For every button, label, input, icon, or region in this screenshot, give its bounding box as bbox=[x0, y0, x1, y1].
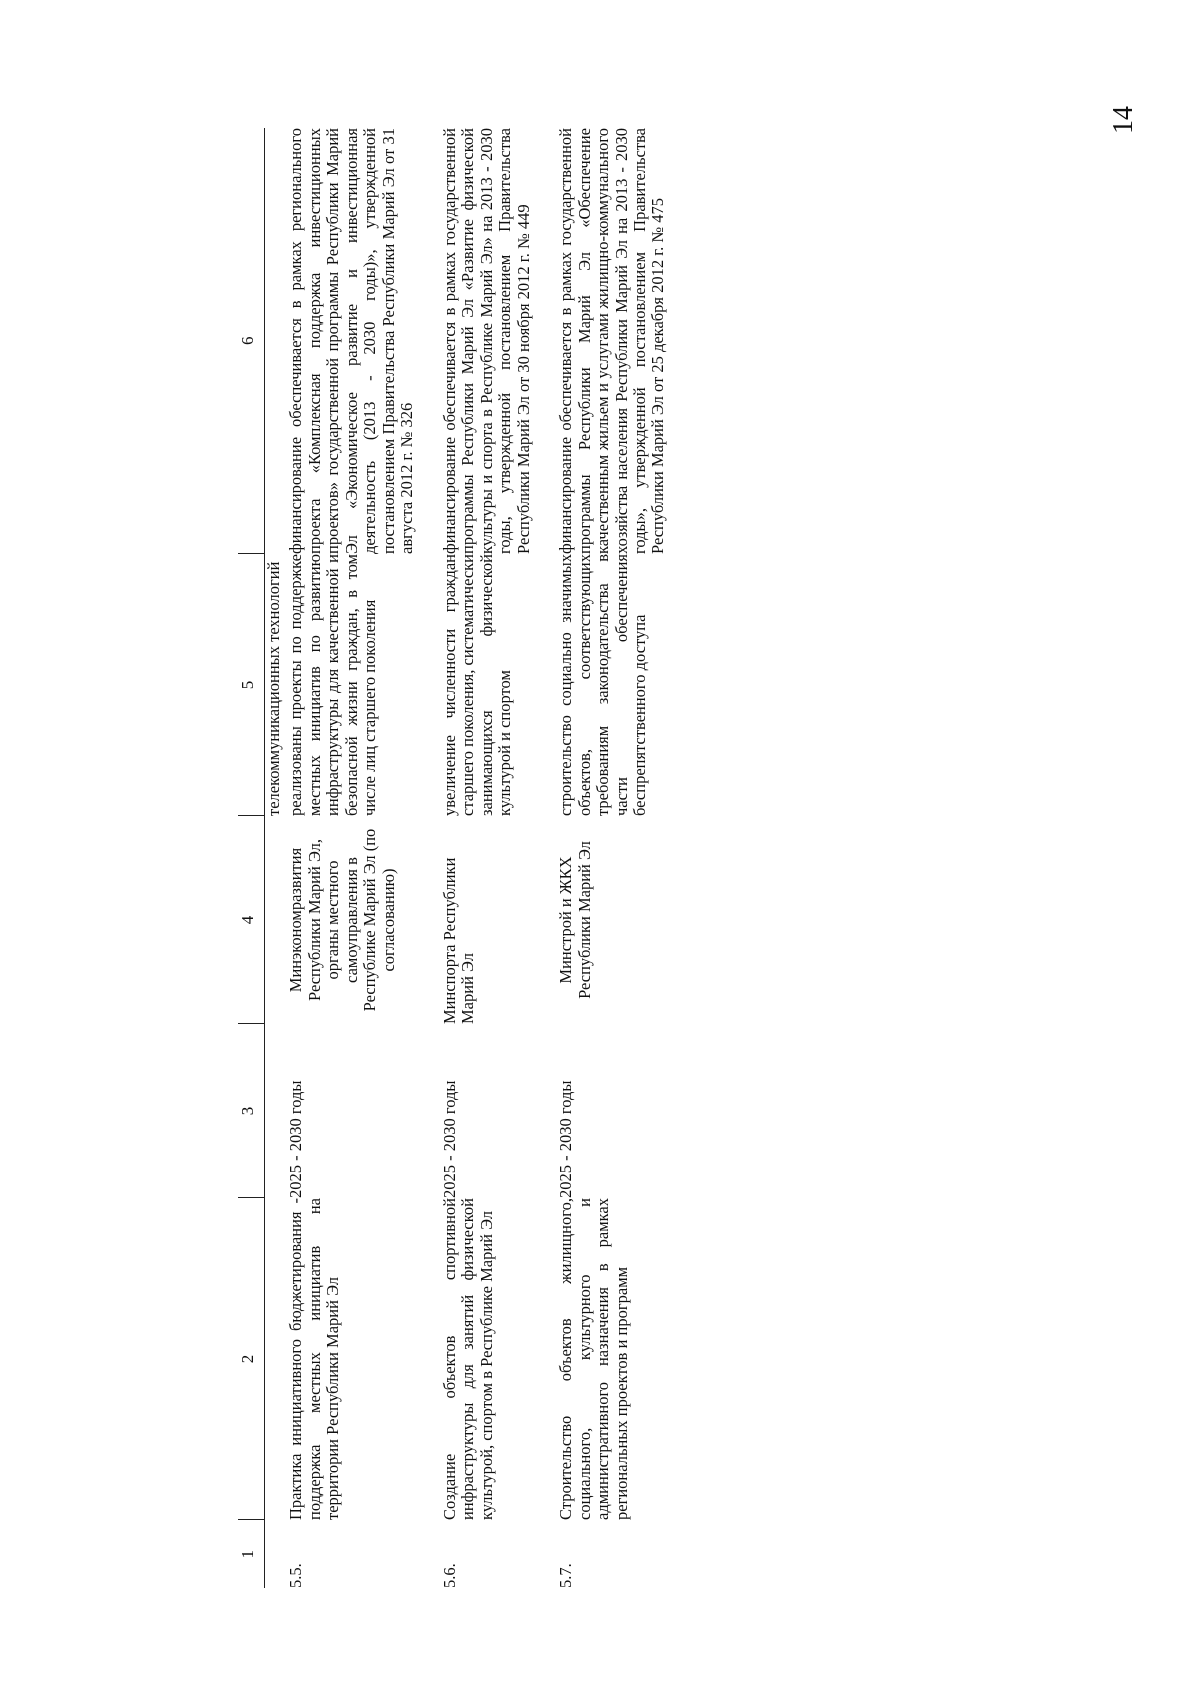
row-number: 5.6. bbox=[439, 1563, 459, 1588]
column-number: 4 bbox=[238, 816, 265, 1024]
expected-result: реализованы проекты по поддержке местных инициатив по развитию инфраструктуры для качественной и безопасной жизни граждан, в том числе лиц старшего поколения bbox=[286, 554, 380, 816]
table-row bbox=[287, 128, 422, 1588]
continued-result-text: телекоммуникационных технологий bbox=[264, 561, 283, 816]
table-row-continuation bbox=[265, 128, 288, 1588]
page-number: 14 bbox=[1108, 106, 1139, 134]
column-number: 2 bbox=[238, 1198, 265, 1520]
funding-source: финансирование обеспечивается в рамках государственной программы Республики Марий Эл «Обеспечение качественным жильем и услугами жилищно-коммунального хозяйства населения Республики Марий Эл на 2013 - 2030 годы», утвержденной постановлением Правительства Республики Марий Эл от 25 декабря 2012 г. № 475 bbox=[556, 128, 668, 554]
column-number: 3 bbox=[238, 1024, 265, 1198]
measures-table bbox=[238, 128, 674, 1588]
measure-name: Практика инициативного бюджетирования - поддержка местных инициатив на территории Республики Марий Эл bbox=[286, 1198, 343, 1520]
rotated-table-sheet bbox=[238, 128, 1013, 1588]
measure-name: Создание объектов спортивной инфраструктуры для занятий физической культурой, спортом в Республике Марий Эл bbox=[439, 1198, 496, 1520]
period: 2025 - 2030 годы bbox=[286, 1080, 306, 1198]
table-row bbox=[557, 128, 674, 1588]
column-number: 5 bbox=[238, 554, 265, 816]
column-number: 6 bbox=[238, 128, 265, 554]
period: 2025 - 2030 годы bbox=[556, 1080, 576, 1198]
responsible-executor: Минэкономразвития Республики Марий Эл, органы местного самоуправления в Республике Марий Эл (по согласованию) bbox=[286, 828, 398, 1012]
period: 2025 - 2030 годы bbox=[439, 1080, 459, 1198]
table-row bbox=[441, 128, 539, 1588]
row-number: 5.5. bbox=[286, 1563, 306, 1588]
funding-source: финансирование обеспечивается в рамках государственной программы Республики Марий Эл «Развитие физической культуры и спорта в Республике Марий Эл» на 2013 - 2030 годы, утвержденной постановлением Правительства Республики Марий Эл от 30 ноября 2012 г. № 449 bbox=[439, 128, 533, 554]
row-number: 5.7. bbox=[556, 1563, 576, 1588]
responsible-executor: Минспорта Республики Марий Эл bbox=[439, 857, 478, 1024]
column-number-row bbox=[238, 128, 265, 1588]
funding-source: финансирование обеспечивается в рамках регионального проекта «Комплексная поддержка инвестиционных проектов» государственной программы Республики Марий Эл «Экономическое развитие и инвестиционная деятельность (2013 - 2030 годы)», утвержденной постановлением Правительства Республики Марий Эл от 31 августа 2012 г. № 326 bbox=[286, 128, 417, 554]
measure-name: Строительство объектов жилищного, социального, культурного и административного назначения в рамках региональных проектов и программ bbox=[556, 1198, 631, 1520]
responsible-executor: Минстрой и ЖКХ Республики Марий Эл bbox=[556, 841, 594, 999]
expected-result: увеличение численности граждан старшего поколения, систематически занимающихся физической культурой и спортом bbox=[439, 554, 515, 816]
column-number: 1 bbox=[238, 1520, 265, 1588]
expected-result: строительство социально значимых объектов, соответствующих требованиям законодательства в части обеспечения беспрепятственного доступа bbox=[556, 554, 649, 816]
